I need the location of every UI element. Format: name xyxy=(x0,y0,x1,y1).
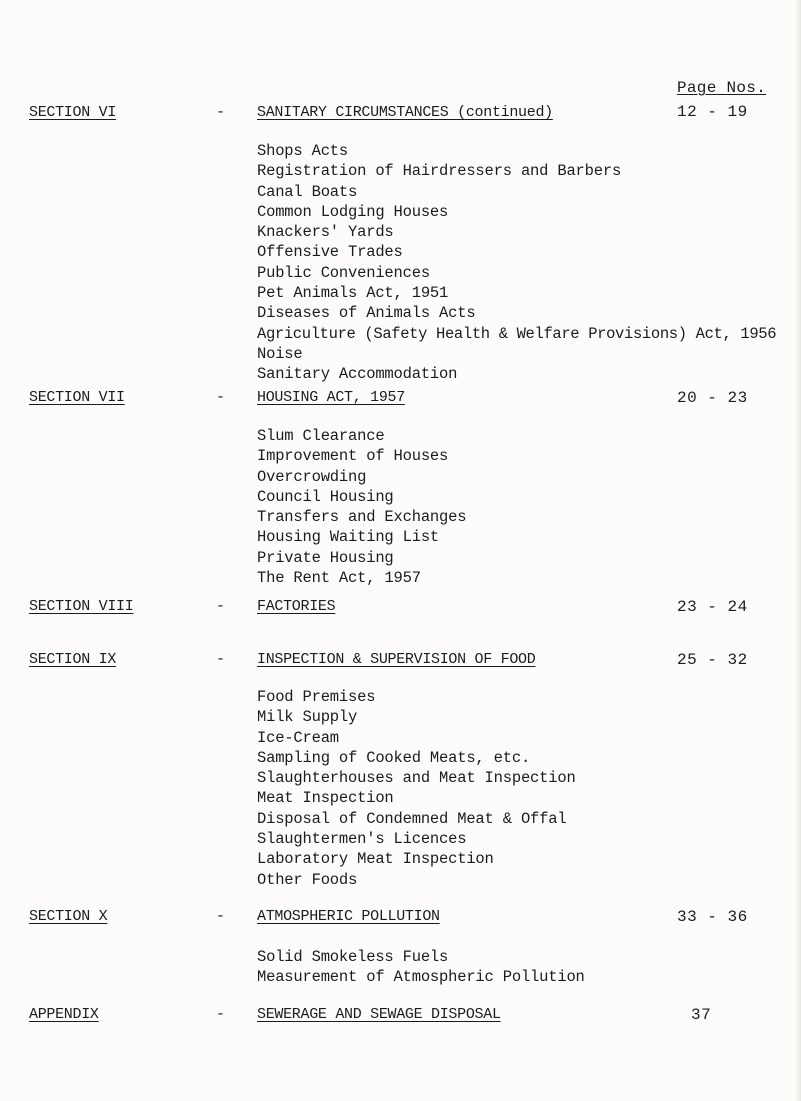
section-dash: - xyxy=(216,1006,226,1023)
section-title: FACTORIES xyxy=(257,598,336,615)
section-dash: - xyxy=(216,908,226,925)
page-nos-header: Page Nos. xyxy=(677,79,767,97)
section-pages: 37 xyxy=(691,1006,712,1024)
section-items xyxy=(257,426,466,588)
list-item: Common Lodging Houses xyxy=(257,202,449,221)
list-item: Agriculture (Safety Health & Welfare Provisions) Act, 1956 xyxy=(257,324,777,343)
list-item: Private Housing xyxy=(257,548,394,567)
section-label: SECTION VIII xyxy=(29,598,134,615)
list-item: Registration of Hairdressers and Barbers xyxy=(257,162,622,181)
list-item: Overcrowding xyxy=(257,467,367,486)
list-item: Ice-Cream xyxy=(257,728,339,747)
section-dash: - xyxy=(216,104,226,121)
section-pages: 23 - 24 xyxy=(677,598,748,616)
list-item: Housing Waiting List xyxy=(257,528,440,547)
section-pages: 12 - 19 xyxy=(677,103,748,121)
list-item: Pet Animals Act, 1951 xyxy=(257,284,449,303)
section-title: SANITARY CIRCUMSTANCES (continued) xyxy=(257,104,553,121)
list-item: Slum Clearance xyxy=(257,427,385,445)
section-title: ATMOSPHERIC POLLUTION xyxy=(257,908,440,925)
section-pages: 25 - 32 xyxy=(677,651,748,669)
list-item: Meat Inspection xyxy=(257,789,394,808)
list-item: Measurement of Atmospheric Pollution xyxy=(257,968,585,987)
section-pages: 20 - 23 xyxy=(677,389,748,407)
section-title: SEWERAGE AND SEWAGE DISPOSAL xyxy=(257,1006,501,1023)
list-item: Transfers and Exchanges xyxy=(257,508,467,527)
section-title: HOUSING ACT, 1957 xyxy=(257,389,405,406)
section-items xyxy=(257,947,585,988)
section-label: SECTION VI xyxy=(29,104,117,121)
list-item: Council Housing xyxy=(257,487,394,506)
list-item: Disposal of Condemned Meat & Offal xyxy=(257,809,567,828)
list-item: Sampling of Cooked Meats, etc. xyxy=(257,748,531,767)
section-pages: 33 - 36 xyxy=(677,908,748,926)
section-items xyxy=(257,687,576,890)
list-item: Milk Supply xyxy=(257,708,358,727)
section-label: SECTION X xyxy=(29,908,108,925)
section-label: SECTION VII xyxy=(29,389,125,406)
list-item: Noise xyxy=(257,344,303,363)
section-label: APPENDIX xyxy=(29,1006,99,1023)
section-dash: - xyxy=(216,389,226,406)
list-item: Canal Boats xyxy=(257,182,358,201)
page-edge-shadow xyxy=(795,0,801,1101)
list-item: Sanitary Accommodation xyxy=(257,365,458,384)
list-item: Slaughtermen's Licences xyxy=(257,830,467,849)
section-dash: - xyxy=(216,598,226,615)
list-item: Laboratory Meat Inspection xyxy=(257,850,494,869)
list-item: The Rent Act, 1957 xyxy=(257,569,421,588)
list-item: Diseases of Animals Acts xyxy=(257,304,476,323)
section-items xyxy=(257,141,776,385)
list-item: Public Conveniences xyxy=(257,263,430,282)
list-item: Improvement of Houses xyxy=(257,447,449,466)
list-item: Shops Acts xyxy=(257,142,349,160)
list-item: Solid Smokeless Fuels xyxy=(257,948,449,966)
list-item: Knackers' Yards xyxy=(257,223,394,242)
list-item: Slaughterhouses and Meat Inspection xyxy=(257,769,576,788)
list-item: Other Foods xyxy=(257,870,358,889)
list-item: Offensive Trades xyxy=(257,243,403,262)
section-label: SECTION IX xyxy=(29,651,117,668)
section-dash: - xyxy=(216,651,226,668)
list-item: Food Premises xyxy=(257,688,376,706)
section-title: INSPECTION & SUPERVISION OF FOOD xyxy=(257,651,536,668)
